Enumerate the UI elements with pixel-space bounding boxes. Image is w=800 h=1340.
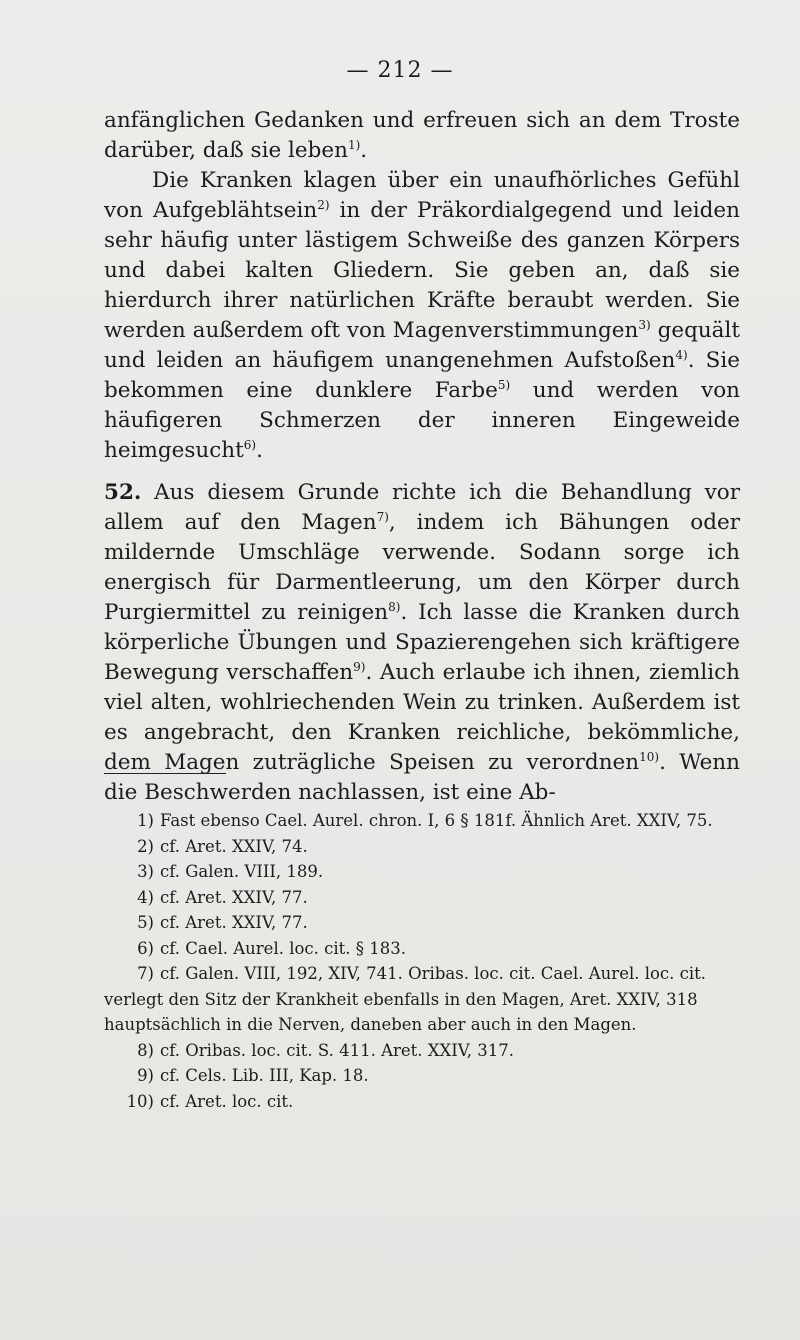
paragraph-continuation — [104, 106, 740, 166]
section-paragraph — [104, 478, 740, 808]
footnote-ref: 6) — [243, 438, 257, 452]
footnote-ref: 10) — [639, 750, 660, 764]
footnote-text: cf. Galen. VIII, 192, XIV, 741. Oribas. loc. cit. Cael. Aurel. loc. cit. verlegt den Sitz der Krankheit ebenfalls in den Magen, Aret. XXIV, 318 hauptsächlich in die Nerven, daneben aber auch in den Magen. — [104, 964, 707, 1034]
footnote-ref: 1) — [347, 138, 361, 152]
footnote-number: 8) — [137, 1040, 154, 1060]
text-run: . Ich lasse die Kranken durch körperliche Übungen und Spazierengehen sich kräftigere Bewegung verschaffen — [104, 600, 740, 685]
footnote-number: 1) — [137, 811, 154, 830]
footnote-text: cf. Oribas. loc. cit. S. 411. Aret. XXIV, 317. — [160, 1040, 515, 1060]
section-number: 52. — [104, 480, 142, 505]
text-run: Aus diesem Grunde richte ich die Behandlung vor allem auf den Magen — [104, 480, 740, 535]
text-run: . Auch erlaube ich ihnen, ziemlich viel alten, wohlriechenden Wein zu trinken. Außerdem ist es angebracht, den Kranken reichliche, bekömmliche, dem Magen zuträgliche Speisen zu verordnen — [104, 660, 741, 775]
footnote — [104, 1063, 740, 1089]
footnote-ref: 9) — [353, 660, 366, 674]
footnote-number: 9) — [137, 1066, 154, 1085]
text-run: . Wenn die Beschwerden nachlassen, ist eine Ab- — [104, 750, 740, 805]
text-run: . — [256, 438, 263, 463]
footnote — [104, 859, 740, 885]
footnote-text: cf. Aret. XXIV, 77. — [160, 913, 308, 932]
footnote-text: cf. Aret. XXIV, 77. — [160, 887, 308, 907]
footnote — [104, 808, 740, 834]
text-run: anfänglichen Gedanken und erfreuen sich an dem Troste darüber, daß sie leben — [104, 108, 740, 163]
footnote — [104, 936, 740, 962]
footnote-text: cf. Aret. loc. cit. — [160, 1091, 294, 1111]
footnote — [104, 1038, 740, 1064]
footnote-number: 10) — [126, 1091, 154, 1111]
paragraph — [104, 166, 740, 466]
footnote-number: 7) — [137, 964, 154, 983]
footnote-number: 5) — [137, 913, 154, 932]
footnote-ref: 7) — [376, 510, 389, 524]
text-run: in der Präkordialgegend und leiden sehr häufig unter lästigem Schweiße des ganzen Körpers und dabei kalten Gliedern. Sie geben an, daß sie hierdurch ihrer natürlichen Kräfte beraubt werden. Sie werden außerdem oft von Magenverstimmungen — [104, 198, 741, 343]
text-run: , indem ich Bähungen oder mildernde Umschläge verwende. Sodann sorge ich energisch für Darmentleerung, um den Körper durch Purgiermittel zu reinigen — [104, 510, 740, 625]
footnote-ref: 8) — [388, 600, 401, 614]
page-number: — 212 — — [346, 58, 454, 83]
footnote — [104, 910, 740, 936]
footnote-text: cf. Aret. XXIV, 74. — [160, 836, 308, 856]
text-run: Die Kranken klagen über ein unaufhörliches Gefühl von Aufgeblähtsein — [104, 168, 740, 223]
footnote-ref: 3) — [638, 318, 651, 332]
footnote-ref: 5) — [497, 378, 511, 392]
footnote-number: 4) — [137, 887, 154, 907]
footnote — [104, 885, 740, 911]
footnote — [104, 1089, 740, 1115]
footnote-number: 3) — [137, 862, 154, 881]
main-text — [104, 106, 740, 808]
footnote-text: cf. Cels. Lib. III, Kap. 18. — [160, 1066, 369, 1085]
footnote — [104, 961, 740, 1038]
footnote-text: cf. Galen. VIII, 189. — [160, 862, 324, 881]
footnote-ref: 4) — [675, 348, 688, 362]
text-run: . — [360, 138, 368, 163]
footnote-number: 2) — [137, 836, 154, 856]
footnotes — [104, 808, 740, 1114]
footnote-number: 6) — [137, 938, 154, 958]
text-run: gequält und leiden an häufigem unangenehmen Aufstoßen — [104, 318, 741, 373]
footnote-text: Fast ebenso Cael. Aurel. chron. I, 6 § 181f. Ähnlich Aret. XXIV, 75. — [160, 811, 713, 830]
footnote — [104, 834, 740, 860]
footnote-text: cf. Cael. Aurel. loc. cit. § 183. — [160, 938, 407, 958]
text-run: . Sie bekommen eine dunklere Farbe — [104, 348, 740, 403]
text-run: und werden von häufigeren Schmerzen der inneren Eingeweide heimgesucht — [104, 378, 741, 463]
footnote-divider — [104, 773, 226, 774]
footnote-ref: 2) — [317, 198, 330, 212]
